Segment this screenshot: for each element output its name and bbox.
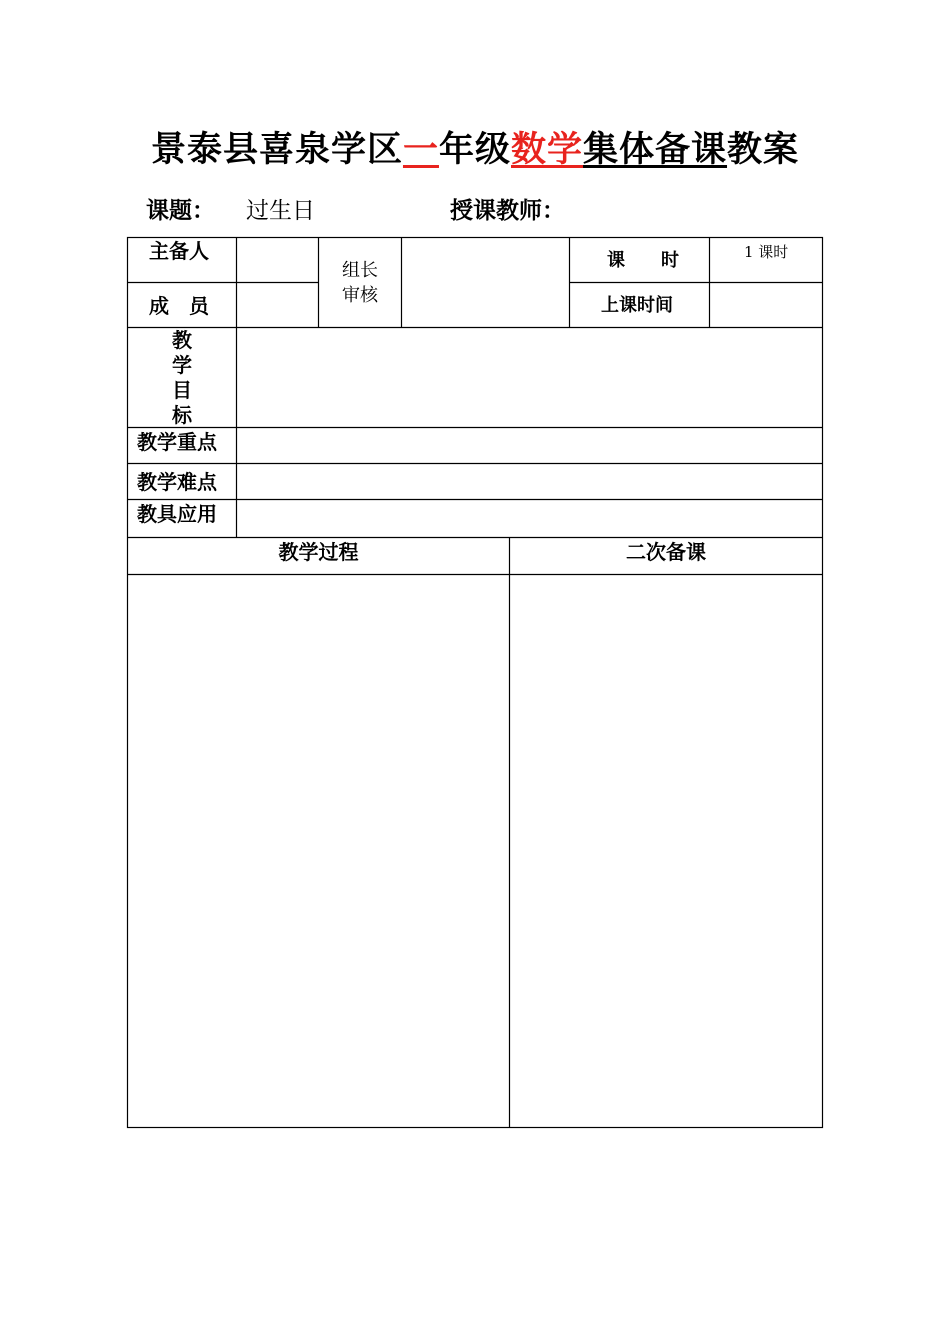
subject-label: 课题： — [146, 197, 215, 224]
teaching-aids-label: 教具应用 — [137, 502, 217, 526]
title-grade: 年级 — [438, 129, 511, 170]
teaching-process-header: 教学过程 — [278, 540, 359, 564]
title-collective[interactable]: 集体备课 — [583, 129, 728, 170]
key-points-field[interactable] — [237, 428, 822, 463]
class-time-label: 上课时间 — [601, 295, 673, 316]
teaching-goal-label — [128, 328, 236, 427]
key-points-label: 教学重点 — [137, 430, 217, 454]
title-grade-number[interactable]: 一 — [402, 129, 439, 170]
group-review-label-line2: 审核 — [342, 285, 378, 306]
group-review-field[interactable] — [402, 238, 569, 327]
difficult-points-label: 教学难点 — [137, 470, 217, 494]
subject-value[interactable]: 过生日 — [246, 198, 315, 224]
group-review-label-line1: 组长 — [342, 260, 378, 281]
teaching-aids-field[interactable] — [237, 500, 822, 537]
teaching-goal-char-3: 目 — [172, 378, 192, 402]
teaching-goal-char-1: 教 — [172, 328, 192, 352]
class-time-field[interactable] — [710, 283, 822, 327]
class-hours-value[interactable]: 1 课时 — [744, 243, 789, 261]
teaching-goal-char-2: 学 — [172, 353, 192, 377]
members-field[interactable] — [237, 283, 318, 327]
lead-preparer-field[interactable] — [237, 238, 318, 282]
teaching-goal-char-4: 标 — [172, 403, 192, 427]
members-label: 成 员 — [149, 294, 209, 318]
second-preparation-field[interactable] — [510, 575, 822, 1127]
difficult-points-field[interactable] — [237, 464, 822, 499]
teacher-label: 授课教师： — [450, 197, 565, 224]
title-subject[interactable]: 数学 — [511, 129, 584, 170]
title-district: 景泰县喜泉学区 — [150, 129, 403, 170]
lead-preparer-label: 主备人 — [149, 239, 209, 263]
class-hours-label: 课 时 — [607, 250, 679, 271]
second-preparation-header: 二次备课 — [626, 540, 706, 564]
title-lesson-plan: 教案 — [727, 129, 800, 170]
teaching-process-field[interactable] — [128, 575, 509, 1127]
teaching-goal-field[interactable] — [237, 328, 822, 427]
